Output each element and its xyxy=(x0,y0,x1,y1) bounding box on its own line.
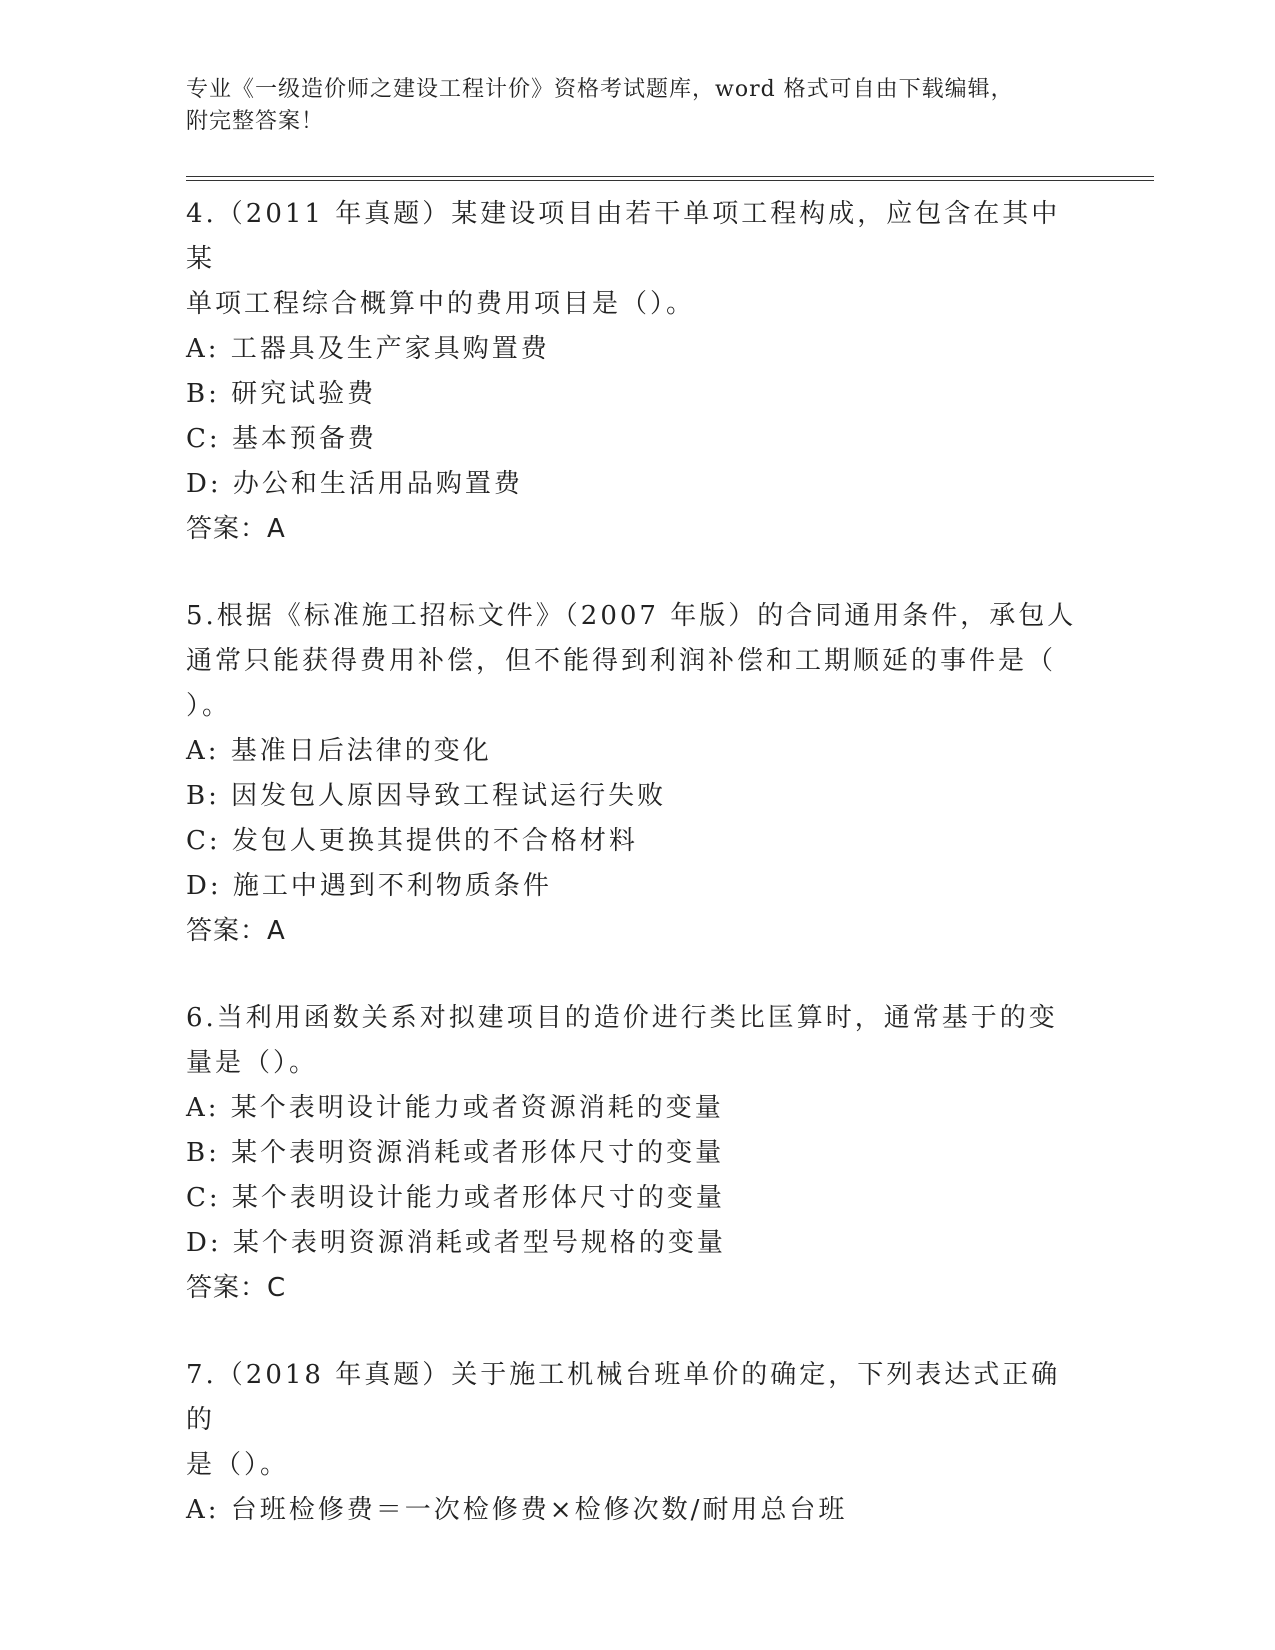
question-line: 5.根据《标准施工招标文件》（2007 年版）的合同通用条件，承包人 xyxy=(186,601,1077,631)
option-d: D: 办公和生活用品购置费 xyxy=(186,469,523,499)
option-a: A: 某个表明设计能力或者资源消耗的变量 xyxy=(186,1093,724,1123)
option-b: B: 某个表明资源消耗或者形体尺寸的变量 xyxy=(186,1138,725,1168)
question-list xyxy=(186,192,1086,1575)
question-line: 通常只能获得费用补偿，但不能得到利润补偿和工期顺延的事件是（ xyxy=(186,646,1057,676)
question-4 xyxy=(186,192,1086,552)
option-a: A: 工器具及生产家具购置费 xyxy=(186,334,550,364)
answer-line: 答案：C xyxy=(186,1273,287,1303)
answer-line: 答案：A xyxy=(186,514,286,544)
header-line-2: 附完整答案！ xyxy=(186,109,325,134)
question-text xyxy=(186,594,1086,729)
document-header xyxy=(186,74,1066,138)
question-5 xyxy=(186,594,1086,954)
question-line: 单项工程综合概算中的费用项目是（）。 xyxy=(186,289,696,319)
option-c: C: 基本预备费 xyxy=(186,424,377,454)
question-line: 7.（2018 年真题）关于施工机械台班单价的确定，下列表达式正确的 xyxy=(186,1360,1061,1435)
question-7 xyxy=(186,1353,1086,1533)
option-c: C: 发包人更换其提供的不合格材料 xyxy=(186,826,638,856)
question-line: 是（）。 xyxy=(186,1450,290,1480)
header-line-1: 专业《一级造价师之建设工程计价》资格考试题库，word 格式可自由下载编辑， xyxy=(186,77,1014,102)
option-b: B: 研究试验费 xyxy=(186,379,377,409)
option-c: C: 某个表明设计能力或者形体尺寸的变量 xyxy=(186,1183,725,1213)
option-d: D: 施工中遇到不利物质条件 xyxy=(186,871,552,901)
question-line: 6.当利用函数关系对拟建项目的造价进行类比匡算时，通常基于的变 xyxy=(186,1003,1058,1033)
question-line: ）。 xyxy=(186,691,232,721)
answer-line: 答案：A xyxy=(186,916,286,946)
option-a: A: 台班检修费＝一次检修费×检修次数/耐用总台班 xyxy=(186,1495,848,1525)
header-divider xyxy=(186,176,1154,181)
option-a: A: 基准日后法律的变化 xyxy=(186,736,492,766)
question-text xyxy=(186,192,1086,327)
question-line: 量是（）。 xyxy=(186,1048,319,1078)
question-6 xyxy=(186,996,1086,1311)
option-d: D: 某个表明资源消耗或者型号规格的变量 xyxy=(186,1228,726,1258)
option-b: B: 因发包人原因导致工程试运行失败 xyxy=(186,781,667,811)
question-text xyxy=(186,1353,1086,1488)
question-text xyxy=(186,996,1086,1086)
question-line: 4.（2011 年真题）某建设项目由若干单项工程构成，应包含在其中某 xyxy=(186,199,1061,274)
